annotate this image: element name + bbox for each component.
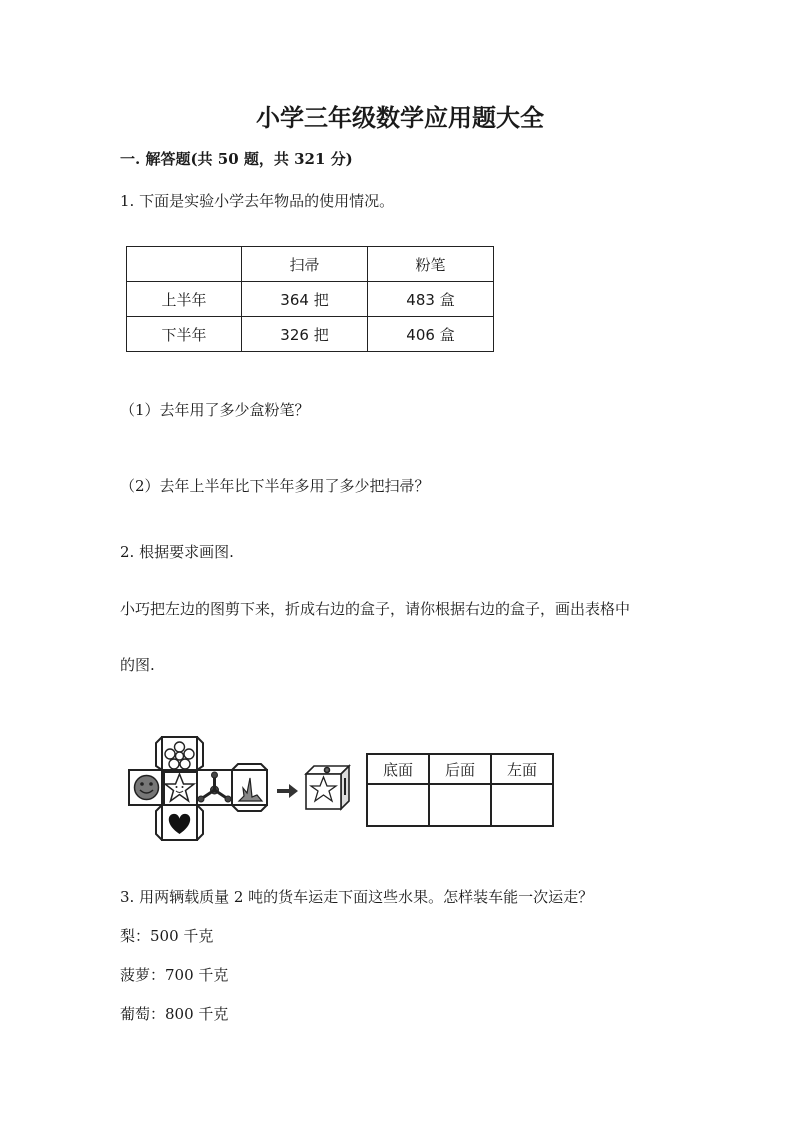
fruit-item: 菠萝：700 千克 [120,966,229,984]
views-answer-cell-bottom[interactable] [367,784,429,826]
table-header-row [127,247,494,282]
views-table [366,753,554,827]
views-answer-cell-back[interactable] [429,784,491,826]
section-heading: 一. 解答题(共 50 题，共 321 分) [120,150,353,168]
fruit-item: 梨：500 千克 [120,927,214,945]
views-header-left: 左面 [491,754,553,784]
smiley-icon [135,776,159,800]
question-1-sub-2: （2）去年上半年比下半年多用了多少把扫帚？ [120,477,430,495]
views-header-row [367,754,553,784]
table-cell: 364 把 [242,282,368,317]
views-header-back: 后面 [429,754,491,784]
usage-table [126,246,494,352]
table-header-cell: 扫帚 [242,247,368,282]
views-answer-row [367,784,553,826]
plant-icon [239,778,262,801]
flower-icon [165,742,194,769]
question-1-sub-1: （1）去年用了多少盒粉笔？ [120,401,310,419]
folded-cube-icon [306,766,349,809]
spinner-icon [198,772,231,802]
table-cell: 上半年 [127,282,242,317]
table-row [127,317,494,352]
question-2-text: 2. 根据要求画图. [120,543,234,561]
table-header-cell [127,247,242,282]
star-icon [165,774,194,801]
question-2-desc-line-2: 的图. [120,656,155,674]
table-cell: 483 盒 [368,282,494,317]
table-row [127,282,494,317]
arrow-icon [277,784,298,798]
question-2-desc-line-1: 小巧把左边的图剪下来，折成右边的盒子，请你根据右边的盒子，画出表格中 [120,600,631,618]
table-cell: 下半年 [127,317,242,352]
cube-net-figure [126,733,356,843]
views-answer-cell-left[interactable] [491,784,553,826]
table-cell: 326 把 [242,317,368,352]
table-header-cell: 粉笔 [368,247,494,282]
table-cell: 406 盒 [368,317,494,352]
fruit-item: 葡萄：800 千克 [120,1005,229,1023]
views-header-bottom: 底面 [367,754,429,784]
page-title: 小学三年级数学应用题大全 [256,103,544,132]
heart-icon [169,814,190,834]
question-1-text: 1. 下面是实验小学去年物品的使用情况。 [120,192,395,210]
question-3-text: 3. 用两辆载质量 2 吨的货车运走下面这些水果。怎样装车能一次运走？ [120,888,594,906]
